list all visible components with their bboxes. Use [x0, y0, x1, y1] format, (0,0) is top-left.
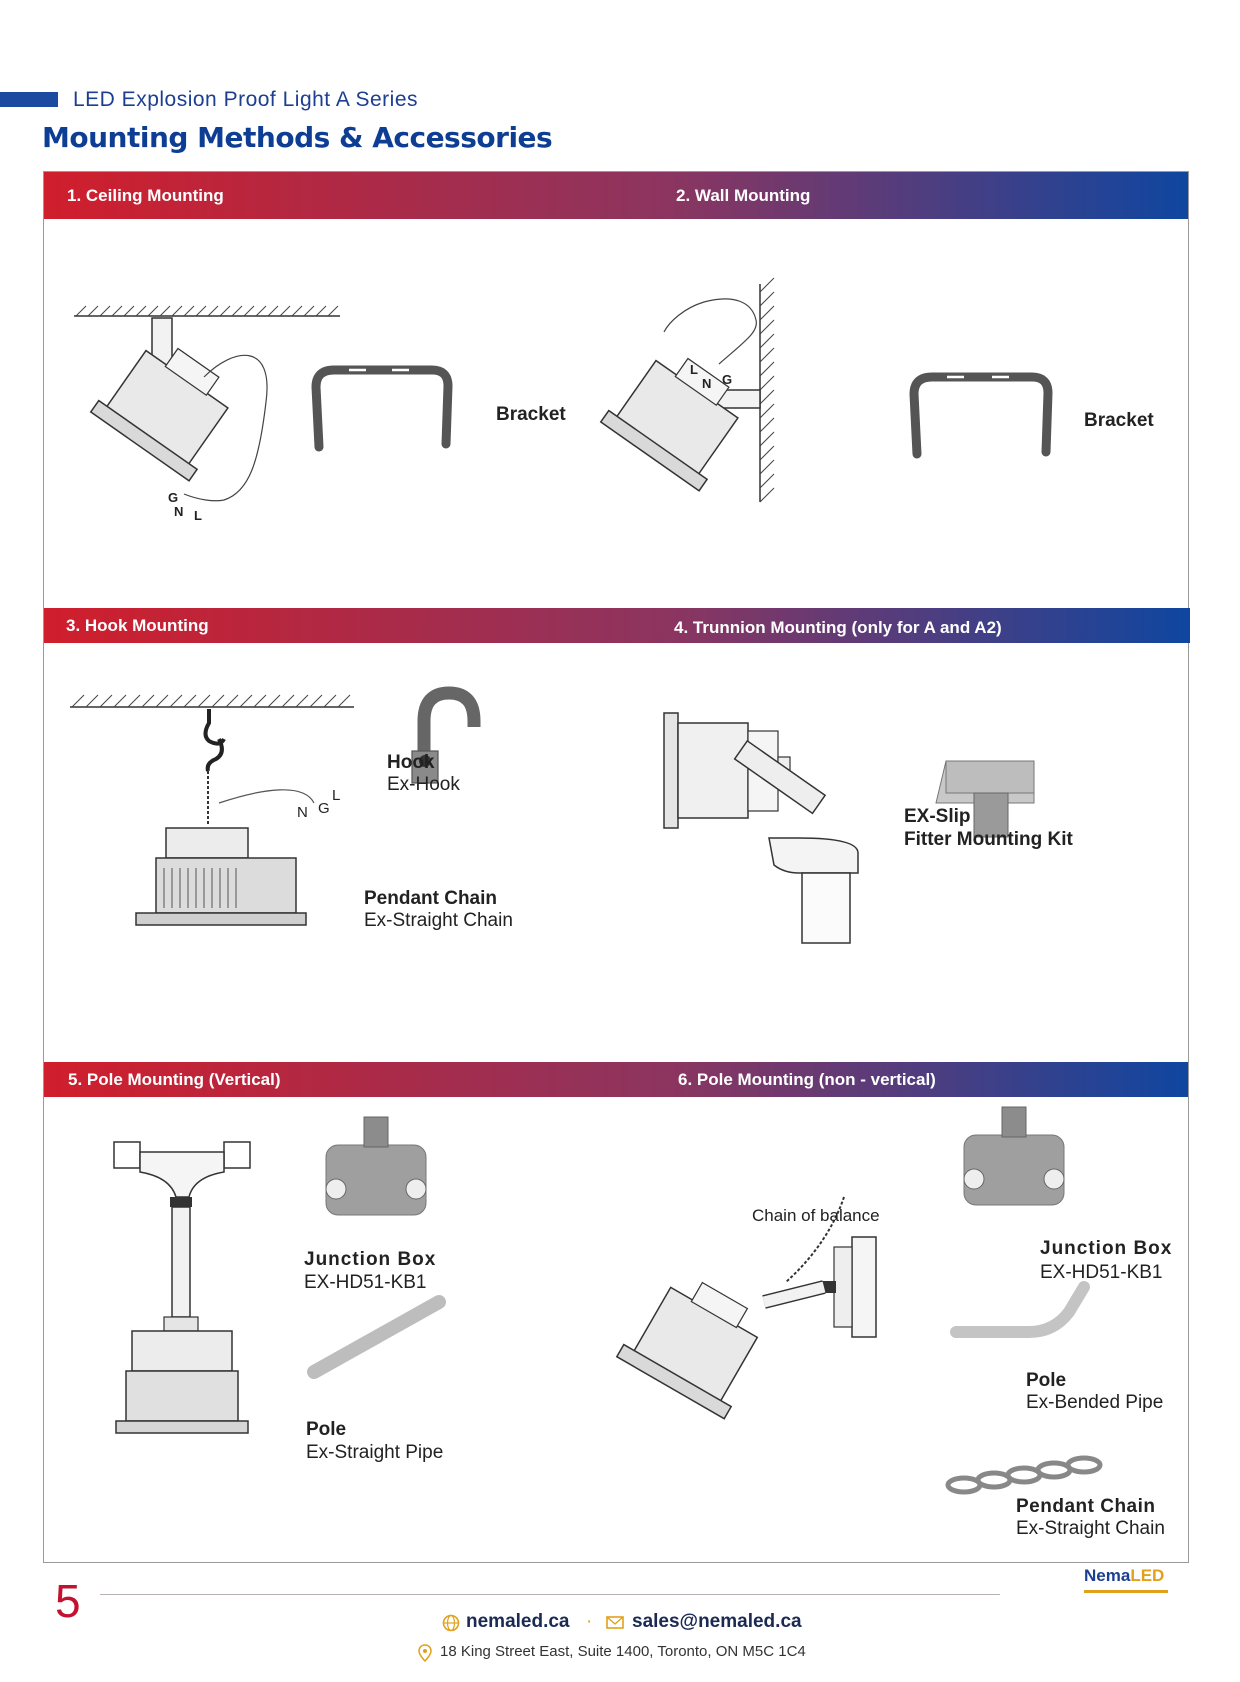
- nonvertical-jb-model: EX-HD51-KB1: [1040, 1262, 1163, 1283]
- footer-separator: ·: [586, 1611, 593, 1632]
- location-pin-icon: [418, 1644, 432, 1662]
- section-title-wall: 2. Wall Mounting: [676, 186, 811, 205]
- page-number: 5: [55, 1575, 81, 1627]
- hook-chain-model: Ex-Straight Chain: [364, 910, 513, 931]
- wall-bracket-label: Bracket: [1084, 410, 1154, 431]
- nonvertical-pole-model: Ex-Bended Pipe: [1026, 1392, 1164, 1413]
- hook-wire-n: N: [297, 804, 308, 821]
- chain-of-balance-label: Chain of balance: [752, 1206, 880, 1225]
- footer-divider: [100, 1594, 1000, 1595]
- nonvertical-pole-title: Pole: [1026, 1370, 1067, 1391]
- section-title-hook: 3. Hook Mounting: [66, 616, 209, 635]
- nonvertical-chain-title: Pendant Chain: [1016, 1496, 1156, 1517]
- wall-wire-g: G: [722, 372, 733, 387]
- hook-wire-g: G: [318, 800, 330, 817]
- ceiling-mount-illustration: [44, 172, 1188, 602]
- website-text[interactable]: nemaled.ca: [466, 1611, 570, 1632]
- brand-logo: [1084, 1566, 1170, 1592]
- address-text: 18 King Street East, Suite 1400, Toronto, ON M5C 1C4: [440, 1643, 806, 1660]
- wall-wire-l: L: [690, 362, 698, 377]
- hook-chain-title: Pendant Chain: [364, 888, 498, 909]
- vertical-pole-model: Ex-Straight Pipe: [306, 1442, 444, 1463]
- envelope-icon: [606, 1615, 626, 1631]
- trunnion-kit-line1: EX-Slip: [904, 806, 971, 827]
- hook-model: Ex-Hook: [387, 774, 460, 795]
- header-accent-bar: [0, 92, 58, 107]
- ceiling-wire-l: L: [194, 508, 202, 523]
- pole-mount-illustration: [44, 1097, 1188, 1562]
- section-title-pole-vertical: 5. Pole Mounting (Vertical): [68, 1070, 281, 1089]
- vertical-jb-title: Junction Box: [304, 1249, 437, 1270]
- trunnion-kit-line2: Fitter Mounting Kit: [904, 829, 1073, 850]
- hook-trunnion-illustration: [44, 643, 1188, 1063]
- section-title-pole-nonvertical: 6. Pole Mounting (non - vertical): [678, 1070, 936, 1089]
- wall-wire-n: N: [702, 376, 712, 391]
- email-text[interactable]: sales@nemaled.ca: [632, 1611, 802, 1632]
- hook-title: Hook: [387, 752, 435, 773]
- ceiling-wire-n: N: [174, 504, 184, 519]
- ceiling-bracket-label: Bracket: [496, 404, 566, 425]
- nonvertical-jb-title: Junction Box: [1040, 1238, 1173, 1259]
- section-title-ceiling: 1. Ceiling Mounting: [67, 186, 224, 205]
- ceiling-wire-g: G: [168, 490, 179, 505]
- section-band-2: [44, 608, 1190, 643]
- nonvertical-chain-model: Ex-Straight Chain: [1016, 1518, 1165, 1539]
- vertical-jb-model: EX-HD51-KB1: [304, 1272, 427, 1293]
- content-frame: [43, 171, 1189, 1563]
- hook-wire-l: L: [332, 787, 341, 804]
- section-band-3: [44, 1062, 1188, 1097]
- globe-icon: [442, 1614, 460, 1632]
- section-title-trunnion: 4. Trunnion Mounting (only for A and A2): [674, 618, 1002, 637]
- brand-logo-text: NemaLED: [1084, 1566, 1165, 1585]
- vertical-pole-title: Pole: [306, 1419, 347, 1440]
- series-name: LED Explosion Proof Light A Series: [73, 88, 419, 111]
- page-title: Mounting Methods & Accessories: [42, 121, 553, 154]
